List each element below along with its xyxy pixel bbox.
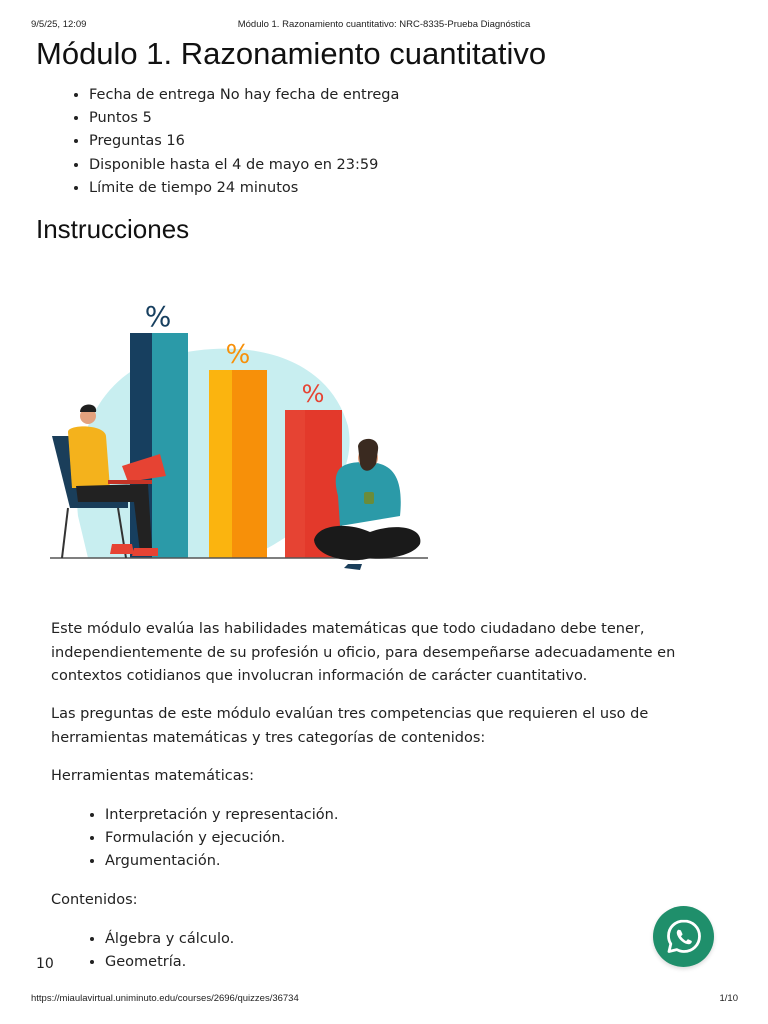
page-number: 10 <box>36 956 54 972</box>
list-item: • Geometría. <box>105 951 234 974</box>
contents-label: Contenidos: <box>51 892 138 908</box>
quiz-details-list <box>72 84 399 200</box>
question-count: • Preguntas 16 <box>89 130 399 153</box>
points: • Puntos 5 <box>89 107 399 130</box>
percent-symbol-2: % <box>225 340 251 370</box>
bar-red-left <box>285 410 305 558</box>
whatsapp-icon <box>665 918 703 956</box>
list-item: • Interpretación y representación. <box>105 804 338 827</box>
print-datetime: 9/5/25, 12:09 <box>31 19 87 30</box>
print-url: https://miaulavirtual.uniminuto.edu/courses/2696/quizzes/36734 <box>31 993 299 1004</box>
percentage-bars-illustration <box>48 296 432 576</box>
print-title: Módulo 1. Razonamiento cuantitativo: NRC-8335-Prueba Diagnóstica <box>237 19 531 30</box>
available-until: • Disponible hasta el 4 de mayo en 23:59 <box>89 154 399 177</box>
print-page-count: 1/10 <box>719 993 738 1004</box>
bar-orange <box>232 370 267 558</box>
list-item: • Argumentación. <box>105 850 338 873</box>
list-item: • Formulación y ejecución. <box>105 827 338 850</box>
percent-symbol-3: % <box>301 380 325 408</box>
percent-symbol-1: % <box>144 300 172 333</box>
instructions-heading: Instrucciones <box>36 214 190 244</box>
mug <box>364 492 374 504</box>
page-title: Módulo 1. Razonamiento cuantitativo <box>36 36 547 71</box>
bar-yellow <box>209 370 232 558</box>
whatsapp-button[interactable] <box>653 906 714 967</box>
time-limit: • Límite de tiempo 24 minutos <box>89 177 399 200</box>
competencies-paragraph: Las preguntas de este módulo evalúan tres competencias que requieren el uso de herramientas matemáticas y tres categorías de contenidos: <box>51 706 649 746</box>
print-footer <box>0 993 768 1007</box>
bar-teal <box>152 333 188 558</box>
intro-paragraph: Este módulo evalúa las habilidades matemáticas que todo ciudadano debe tener, independientemente de su profesión u oficio, para desempeñarse adecuadamente en contextos cotidianos que involucran información de carácter cuantitativo. <box>51 621 676 684</box>
print-header <box>0 19 768 33</box>
list-item: • Álgebra y cálculo. <box>105 928 234 951</box>
due-date: • Fecha de entrega No hay fecha de entrega <box>89 84 399 107</box>
person-left-torso <box>68 426 110 488</box>
person-right-legs <box>314 526 420 560</box>
tools-label: Herramientas matemáticas: <box>51 768 255 784</box>
contents-list <box>88 928 234 974</box>
tools-list <box>88 804 338 874</box>
